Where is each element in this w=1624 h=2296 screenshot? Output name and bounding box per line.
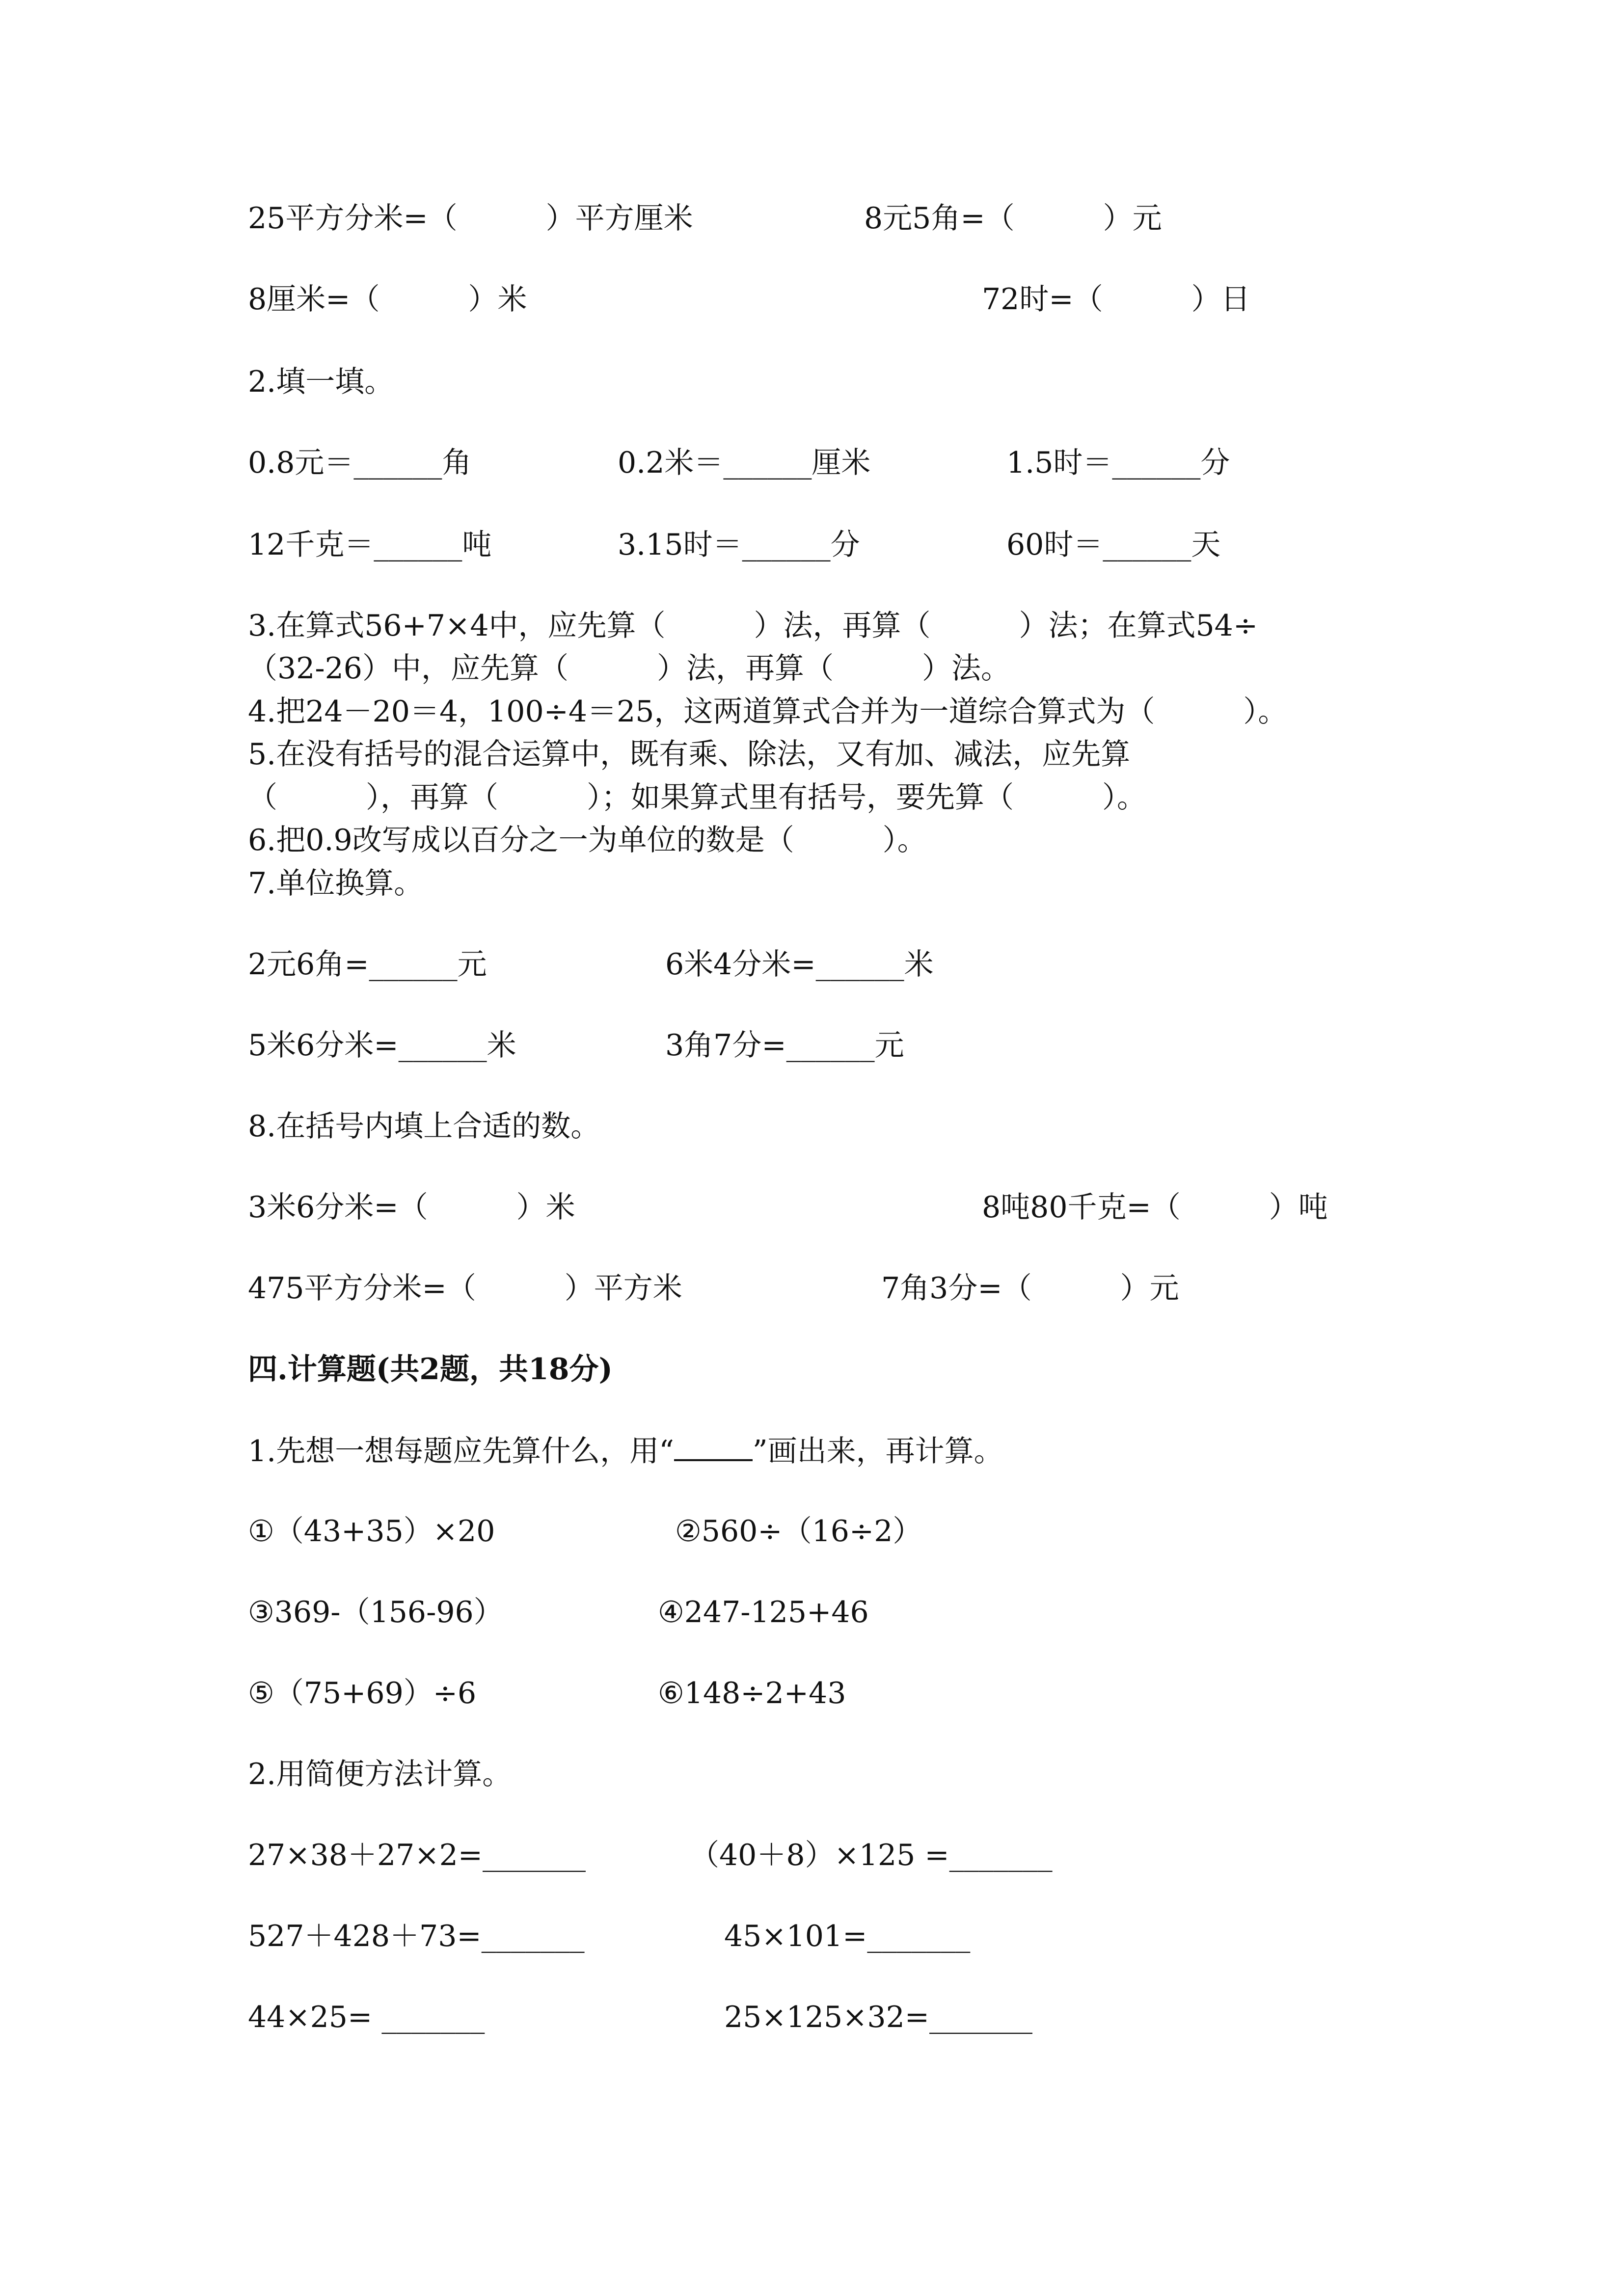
question-8-item: 7角3分=（ ）元	[881, 1271, 1179, 1306]
calc-1-title	[248, 1431, 1003, 1471]
calc-2-item: 25×125×32=_______	[724, 2000, 1033, 2034]
question-7-title: 7.单位换算。	[248, 866, 424, 901]
question-2-item: 1.5时＝______分	[1006, 446, 1230, 480]
calc-2-item: 45×101=_______	[724, 1919, 971, 1953]
conversion-line-cm-to-m: 8厘米=（ ）米	[248, 282, 527, 317]
question-8-item: 3米6分米=（ ）米	[248, 1190, 575, 1225]
question-7-item: 5米6分米=______米	[248, 1028, 516, 1063]
question-2-title: 2.填一填。	[248, 365, 394, 399]
underline-mark	[674, 1431, 753, 1461]
question-3-line-2: （32-26）中，应先算（ ）法，再算（ ）法。	[248, 651, 1010, 686]
calc-2-title: 2.用简便方法计算。	[248, 1757, 512, 1791]
calc-1-item: ①（43+35）×20	[248, 1514, 495, 1548]
calc-2-item: （40＋8）×125 =_______	[690, 1838, 1053, 1872]
calc-1-title-post: ”画出来，再计算。	[752, 1434, 1003, 1468]
conversion-line-yuan-jiao: 8元5角=（ ）元	[864, 201, 1162, 236]
question-5-line-2: （ ），再算（ ）；如果算式里有括号，要先算（ ）。	[248, 780, 1146, 815]
question-7-item: 6米4分米=______米	[665, 947, 934, 982]
calc-2-item: 27×38＋27×2=_______	[248, 1838, 586, 1872]
calc-1-item: ⑥148÷2+43	[658, 1676, 846, 1710]
calc-1-item: ②560÷（16÷2）	[675, 1514, 922, 1548]
question-2-item: 60时＝______天	[1006, 528, 1221, 562]
question-2-item: 12千克＝______吨	[248, 528, 492, 562]
question-7-item: 2元6角=______元	[248, 947, 487, 982]
question-8-item: 8吨80千克=（ ）吨	[982, 1190, 1328, 1225]
question-4: 4.把24－20＝4，100÷4＝25，这两道算式合并为一道综合算式为（ ）。	[248, 694, 1288, 729]
question-7-item: 3角7分=______元	[665, 1028, 904, 1063]
question-2-item: 0.2米＝______厘米	[618, 446, 871, 480]
question-8-item: 475平方分米=（ ）平方米	[248, 1271, 682, 1306]
calc-2-item: 44×25= _______	[248, 2000, 485, 2034]
question-2-item: 3.15时＝______分	[618, 528, 860, 562]
calc-2-item: 527＋428＋73=_______	[248, 1919, 585, 1953]
question-3-line-1: 3.在算式56+7×4中，应先算（ ）法，再算（ ）法；在算式54÷	[248, 609, 1258, 643]
conversion-line-dm2-to-cm2: 25平方分米=（ ）平方厘米	[248, 201, 693, 236]
calc-1-item: ⑤（75+69）÷6	[248, 1676, 477, 1710]
section-4-title: 四.计算题(共2题，共18分)	[248, 1352, 613, 1387]
question-5-line-1: 5.在没有括号的混合运算中，既有乘、除法，又有加、减法，应先算	[248, 737, 1131, 772]
calc-1-title-pre: 1.先想一想每题应先算什么，用“	[248, 1434, 674, 1468]
calc-1-item: ③369-（156-96）	[248, 1595, 503, 1629]
calc-1-item: ④247-125+46	[658, 1595, 869, 1629]
question-2-item: 0.8元＝______角	[248, 446, 472, 480]
question-8-title: 8.在括号内填上合适的数。	[248, 1109, 600, 1144]
conversion-line-hours-to-days: 72时=（ ）日	[982, 282, 1250, 317]
question-6: 6.把0.9改写成以百分之一为单位的数是（ ）。	[248, 823, 927, 857]
